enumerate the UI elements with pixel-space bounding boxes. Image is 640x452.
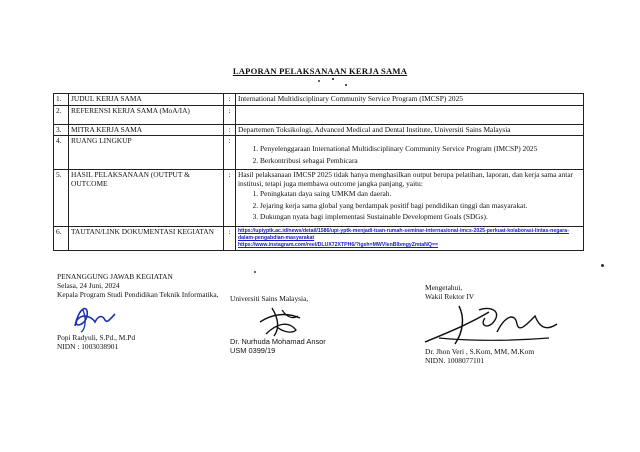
row-colon: : xyxy=(224,170,236,227)
signer-id: USM 0399/19 xyxy=(230,345,276,355)
row-colon: : xyxy=(224,124,236,136)
signer-name: Dr. Nurhuda Mohamad Ansor xyxy=(230,336,326,346)
signer-role: Wakil Rektor IV xyxy=(425,291,475,301)
acknowledged-label: Mengetahui, xyxy=(425,283,463,292)
row-number: 3. xyxy=(54,124,69,136)
list-item: 3. Dukungan nyata bagi implementasi Sustainable Development Goals (SDGs). xyxy=(260,213,581,222)
row-value xyxy=(236,136,584,170)
list-item: 1. Peningkatan daya saing UMKM dan daerah. xyxy=(260,190,581,199)
table-row xyxy=(54,170,584,227)
scan-speck xyxy=(254,271,256,273)
row-label: RUANG LINGKUP xyxy=(69,136,224,170)
scan-speck xyxy=(332,78,334,80)
row-number: 4. xyxy=(54,136,69,170)
document-title: LAPORAN PELAKSANAAN KERJA SAMA xyxy=(232,66,408,76)
handwritten-signature-left xyxy=(65,300,125,334)
row-colon: : xyxy=(224,136,236,170)
list-item: 2. Berkontribusi sebagai Pembicara xyxy=(260,157,581,166)
responsible-heading: PENANGGUNG JAWAB KEGIATAN xyxy=(57,272,173,281)
row-value xyxy=(236,105,584,124)
scan-speck xyxy=(318,80,320,82)
signature-block-right xyxy=(425,284,585,366)
signer-id: NIDN : 1003038901 xyxy=(57,341,119,351)
handwritten-signature-right xyxy=(419,302,569,348)
signer-id: NIDN. 1008077101 xyxy=(425,355,485,365)
handwritten-signature-middle xyxy=(252,304,312,338)
row-value xyxy=(236,170,584,227)
table-row xyxy=(54,94,584,106)
row-label: REFERENSI KERJA SAMA (MoA/IA) xyxy=(69,105,224,124)
table-row xyxy=(54,136,584,170)
signature-block-middle xyxy=(230,295,410,356)
row-number: 2. xyxy=(54,105,69,124)
row-colon: : xyxy=(224,226,236,250)
scan-speck xyxy=(345,84,347,86)
scan-speck xyxy=(601,264,604,267)
table-row xyxy=(54,124,584,136)
row-number: 6. xyxy=(54,226,69,250)
row-value xyxy=(236,226,584,250)
report-table xyxy=(53,93,584,251)
signature-block-left xyxy=(57,273,237,351)
documentation-link-news[interactable]: https://upiyptk.ac.id/news/detail/1586/upi-yptk-menjadi-tuan-rumah-seminar-internasional-imcs-2025-perkuat-kolaborasi-lintas-negara-dalam-pengabdian-masyarakat xyxy=(238,227,569,241)
row-value: International Multidisciplinary Community Service Program (IMCSP) 2025 xyxy=(236,94,584,106)
signer-name: Dr. Jhon Veri , S.Kom, MM, M.Kom xyxy=(425,346,535,356)
table-row xyxy=(54,105,584,124)
row-value: Departemen Toksikologi, Advanced Medical and Dental Institute, Universiti Sains Malaysia xyxy=(236,124,584,136)
table-row xyxy=(54,226,584,250)
outcome-list xyxy=(238,190,581,222)
documentation-link-instagram[interactable]: https://www.instagram.com/reel/DLUX72XTPH6/?igsh=MWVlenBlbmgyZmtaNQ== xyxy=(238,241,438,248)
signer-role: Universiti Sains Malaysia, xyxy=(230,294,309,303)
outcome-intro: Hasil pelaksanaan IMCSP 2025 tidak hanya menghasilkan output berupa pelatihan, laporan, dan kerja sama antar institusi, tetapi juga membawa outcome jangka panjang, yaitu: xyxy=(238,170,574,188)
row-label: MITRA KERJA SAMA xyxy=(69,124,224,136)
row-label: JUDUL KERJA SAMA xyxy=(69,94,224,106)
row-number: 5. xyxy=(54,170,69,227)
signer-name: Popi Radyuli, S.Pd., M.Pd xyxy=(57,332,136,342)
row-number: 1. xyxy=(54,94,69,106)
place-date: Selasa, 24 Juni, 2024 xyxy=(57,280,120,290)
row-label: TAUTAN/LINK DOKUMENTASI KEGIATAN xyxy=(69,226,224,250)
list-item: 2. Jejaring kerja sama global yang berdampak positif bagi pendidikan tinggi dan masyarakat. xyxy=(260,202,581,211)
row-label: HASIL PELAKSANAAN (OUTPUT & OUTCOME xyxy=(69,170,224,227)
row-colon: : xyxy=(224,94,236,106)
list-item: 1. Penyelenggaraan International Multidisciplinary Community Service Program (IMCSP) 2025 xyxy=(260,145,581,154)
signer-role: Kepala Program Studi Pendidikan Teknik Informatika, xyxy=(57,289,219,299)
row-colon: : xyxy=(224,105,236,124)
scope-list xyxy=(238,145,581,165)
